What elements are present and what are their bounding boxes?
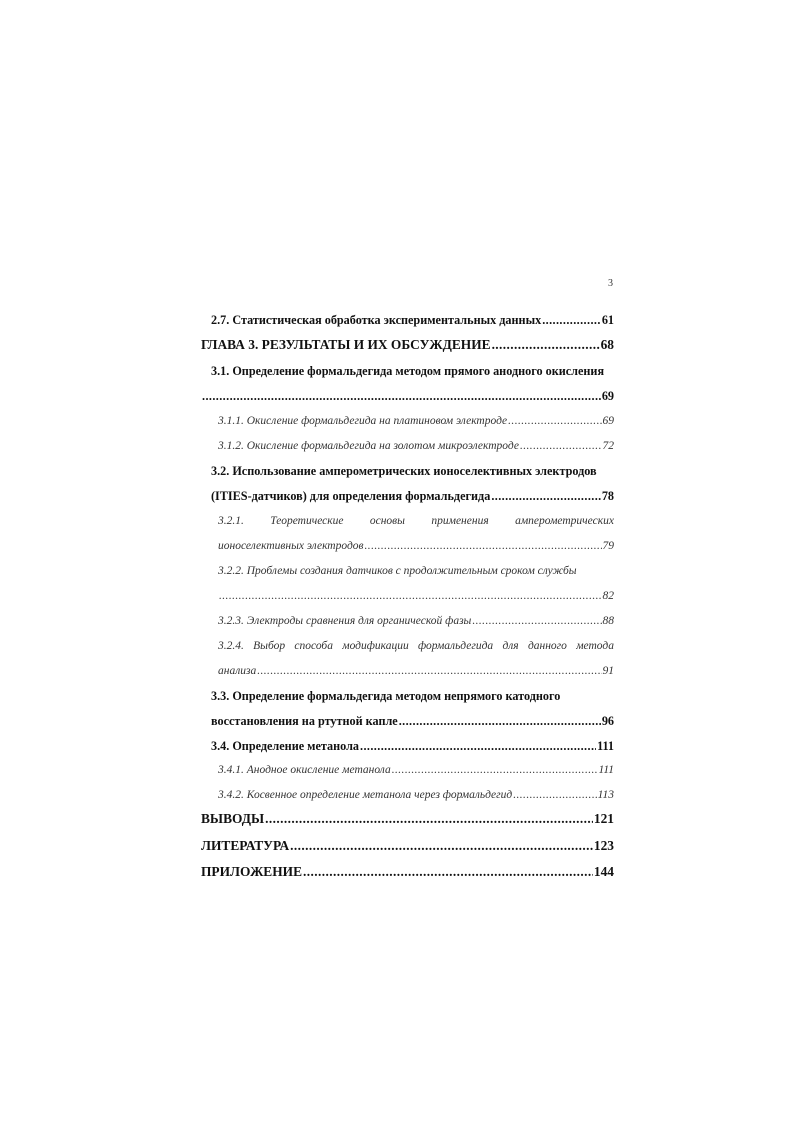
toc-entry-3-1-1[interactable] xyxy=(218,413,614,429)
toc-entry-3-1-2[interactable] xyxy=(218,438,614,454)
toc-entry-3-4[interactable] xyxy=(211,738,614,754)
toc-entry-page: 144 xyxy=(593,864,614,879)
toc-entry-chapter-3[interactable] xyxy=(201,337,614,353)
toc-entry-page: 79 xyxy=(602,540,614,552)
dot-leader xyxy=(542,312,601,328)
toc-entry-page: 113 xyxy=(597,789,614,801)
word: применения xyxy=(431,515,489,527)
toc-entry-title: 3.2. Использование амперометрических ионоселективных электродов xyxy=(211,464,597,478)
toc-entry-3-2-2-leader[interactable] xyxy=(218,588,614,604)
dot-leader xyxy=(257,663,601,679)
dot-leader xyxy=(520,438,602,454)
toc-entry-page: 68 xyxy=(600,337,614,352)
toc-entry-3-2-1-cont[interactable] xyxy=(218,538,614,554)
toc-entry-3-2-3[interactable] xyxy=(218,613,614,629)
toc-entry-title-cont: (ITIES-датчиков) для определения формальдегида xyxy=(211,489,491,503)
toc-entry-page: 78 xyxy=(601,489,614,503)
toc-entry-page: 69 xyxy=(601,389,614,403)
toc-entry-3-2-2-title[interactable] xyxy=(218,563,614,579)
dot-leader xyxy=(491,488,601,504)
toc-entry-title: 3.2.3. Электроды сравнения для органической фазы xyxy=(218,615,472,627)
word: формальдегида xyxy=(418,640,494,652)
toc-entry-conclusions[interactable] xyxy=(201,811,614,827)
toc-entry-3-2-title[interactable] xyxy=(211,463,614,479)
dot-leader xyxy=(303,864,593,880)
toc-entry-title: ВЫВОДЫ xyxy=(201,811,265,826)
dot-leader xyxy=(492,337,600,353)
toc-entry-3-2-4-title[interactable] xyxy=(218,638,614,654)
toc-entry-3-2-cont[interactable] xyxy=(211,488,614,504)
toc-entry-title: 3.1. Определение формальдегида методом прямого анодного окисления xyxy=(211,364,605,378)
dot-leader xyxy=(392,762,598,778)
toc-entry-title: 2.7. Статистическая обработка экспериментальных данных xyxy=(211,313,542,327)
toc-entry-page: 96 xyxy=(601,714,614,728)
toc-entry-title: 3.4.2. Косвенное определение метанола через формальдегид xyxy=(218,789,513,801)
dot-leader xyxy=(290,838,593,854)
toc-entry-3-2-1-title[interactable] xyxy=(218,513,614,529)
dot-leader xyxy=(202,388,601,404)
toc-entry-title: 3.1.1. Окисление формальдегида на платиновом электроде xyxy=(218,415,508,427)
toc-entry-3-3-title[interactable] xyxy=(211,688,614,704)
toc-entry-appendix[interactable] xyxy=(201,864,614,880)
dot-leader xyxy=(508,413,601,429)
dot-leader xyxy=(360,738,596,754)
toc-entry-page: 91 xyxy=(602,665,614,677)
toc-entry-title-cont: восстановления на ртутной капле xyxy=(211,714,398,728)
toc-entry-title: 3.4. Определение метанола xyxy=(211,739,360,753)
toc-entry-title: 3.2.2. Проблемы создания датчиков с продолжительным сроком службы xyxy=(218,565,577,577)
toc-entry-page: 69 xyxy=(602,415,614,427)
toc-entry-3-1-leader[interactable] xyxy=(201,388,614,404)
toc-entry-title-cont: анализа xyxy=(218,665,257,677)
toc-entry-title-cont: ионоселективных электродов xyxy=(218,540,364,552)
word: 3.2.1. xyxy=(218,515,244,527)
dot-leader xyxy=(399,713,601,729)
word: Выбор xyxy=(253,640,286,652)
toc-entry-2-7[interactable] xyxy=(211,312,614,328)
dot-leader xyxy=(219,588,602,604)
word: метода xyxy=(576,640,614,652)
word: для xyxy=(502,640,519,652)
toc-entry-title: ПРИЛОЖЕНИЕ xyxy=(201,864,303,879)
toc-entry-title: 3.1.2. Окисление формальдегида на золотом микроэлектроде xyxy=(218,440,519,452)
word: амперометрических xyxy=(515,515,614,527)
toc-entry-page: 111 xyxy=(598,764,614,776)
page-number: 3 xyxy=(608,278,613,289)
toc-entry-title: ГЛАВА 3. РЕЗУЛЬТАТЫ И ИХ ОБСУЖДЕНИЕ xyxy=(201,337,491,352)
word: данного xyxy=(527,640,567,652)
dot-leader xyxy=(365,538,602,554)
toc-entry-title: 3.3. Определение формальдегида методом непрямого катодного xyxy=(211,689,561,703)
word: основы xyxy=(369,515,405,527)
toc-entry-3-3-cont[interactable] xyxy=(211,713,614,729)
toc-entry-3-2-4-cont[interactable] xyxy=(218,663,614,679)
word: Теоретические xyxy=(270,515,344,527)
toc-entry-title: ЛИТЕРАТУРА xyxy=(201,838,290,853)
toc-entry-page: 111 xyxy=(597,739,614,753)
toc-entry-page: 72 xyxy=(602,440,614,452)
dot-leader xyxy=(513,787,596,803)
toc-entry-title: 3.4.1. Анодное окисление метанола xyxy=(218,764,391,776)
toc-entry-references[interactable] xyxy=(201,838,614,854)
word: модификации xyxy=(342,640,409,652)
toc-entry-3-1-title[interactable] xyxy=(211,363,614,379)
toc-entry-page: 121 xyxy=(593,811,614,826)
toc-entry-page: 82 xyxy=(602,590,614,602)
toc-entry-3-4-1[interactable] xyxy=(218,762,614,778)
toc-entry-page: 123 xyxy=(593,838,614,853)
toc-entry-3-4-2[interactable] xyxy=(218,787,614,803)
word: 3.2.4. xyxy=(218,640,244,652)
dot-leader xyxy=(265,811,593,827)
word: способа xyxy=(294,640,333,652)
toc-entry-page: 61 xyxy=(601,313,614,327)
toc-entry-page: 88 xyxy=(602,615,614,627)
dot-leader xyxy=(472,613,601,629)
